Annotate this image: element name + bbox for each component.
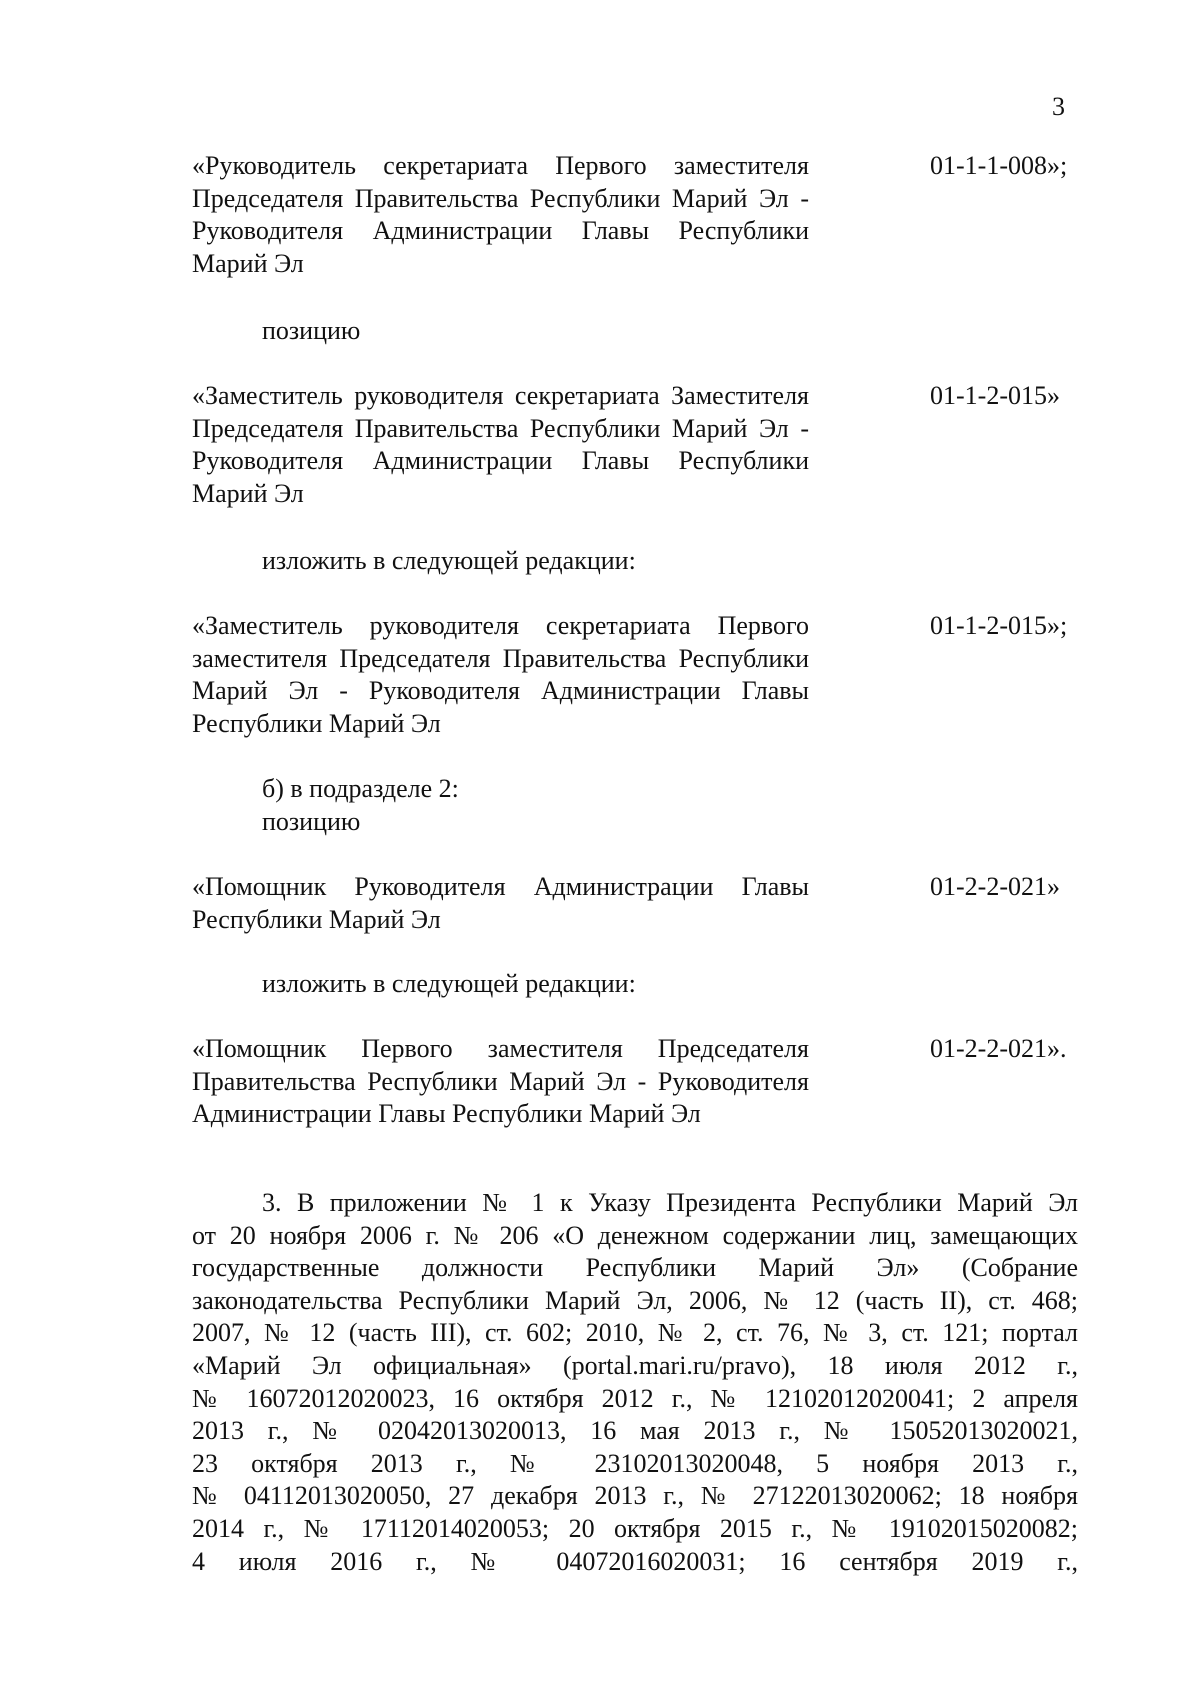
page-number: 3 <box>1052 92 1065 121</box>
position-title: «Заместитель руководителя секретариата Заместителя Председателя Правительства Республики Марий Эл - Руководителя Администрации Главы Республики Марий Эл <box>192 381 809 508</box>
position-title: «Заместитель руководителя секретариата Первого заместителя Председателя Правительства Республики Марий Эл - Руководителя Администрации Главы Республики Марий Эл <box>192 611 809 738</box>
position-code: 01-1-1-008»; <box>930 151 1068 180</box>
instruction-edit: изложить в следующей редакции: <box>262 546 636 575</box>
paragraph-line: государственные должности Республики Марий Эл» (Собрание <box>192 1253 1078 1283</box>
position-code: 01-1-2-015» <box>930 381 1060 410</box>
paragraph-line: № 16072012020023, 16 октября 2012 г., № 12102012020041; 2 апреля <box>192 1383 1078 1413</box>
paragraph-line: № 04112013020050, 27 декабря 2013 г., № 27122013020062; 18 ноября <box>192 1481 1078 1511</box>
paragraph-line: от 20 ноября 2006 г. № 206 «О денежном содержании лиц, замещающих <box>192 1220 1078 1250</box>
paragraph-line: 2013 г., № 02042013020013, 16 мая 2013 г., № 15052013020021, <box>192 1416 1078 1446</box>
position-code: 01-2-2-021». <box>930 1034 1067 1063</box>
position-title: «Помощник Руководителя Администрации Главы Республики Марий Эл <box>192 872 809 934</box>
paragraph-line: 2007, № 12 (часть III), ст. 602; 2010, № 2, ст. 76, № 3, ст. 121; портал <box>192 1318 1078 1348</box>
paragraph-line: 2014 г., № 17112014020053; 20 октября 2015 г., № 19102015020082; <box>192 1513 1078 1543</box>
instruction-subsection: б) в подразделе 2: <box>262 774 459 803</box>
instruction-position: позицию <box>262 316 361 345</box>
paragraph-line: 3. В приложении № 1 к Указу Президента Республики Марий Эл <box>262 1188 1078 1217</box>
position-title: «Помощник Первого заместителя Председателя Правительства Республики Марий Эл - Руководителя Администрации Главы Республики Марий Эл <box>192 1034 809 1128</box>
paragraph-line: законодательства Республики Марий Эл, 2006, № 12 (часть II), ст. 468; <box>192 1285 1078 1315</box>
paragraph-line: «Марий Эл официальная» (portal.mari.ru/pravo), 18 июля 2012 г., <box>192 1350 1078 1380</box>
position-title: «Руководитель секретариата Первого заместителя Председателя Правительства Республики Марий Эл - Руководителя Администрации Главы Республики Марий Эл <box>192 151 809 278</box>
position-code: 01-1-2-015»; <box>930 611 1068 640</box>
instruction-edit: изложить в следующей редакции: <box>262 969 636 998</box>
paragraph-line: 4 июля 2016 г., № 04072016020031; 16 сентября 2019 г., <box>192 1546 1078 1576</box>
instruction-position: позицию <box>262 807 361 836</box>
paragraph-3 <box>192 1187 1078 1578</box>
paragraph-line: 23 октября 2013 г., № 23102013020048, 5 ноября 2013 г., <box>192 1448 1078 1478</box>
position-code: 01-2-2-021» <box>930 872 1060 901</box>
